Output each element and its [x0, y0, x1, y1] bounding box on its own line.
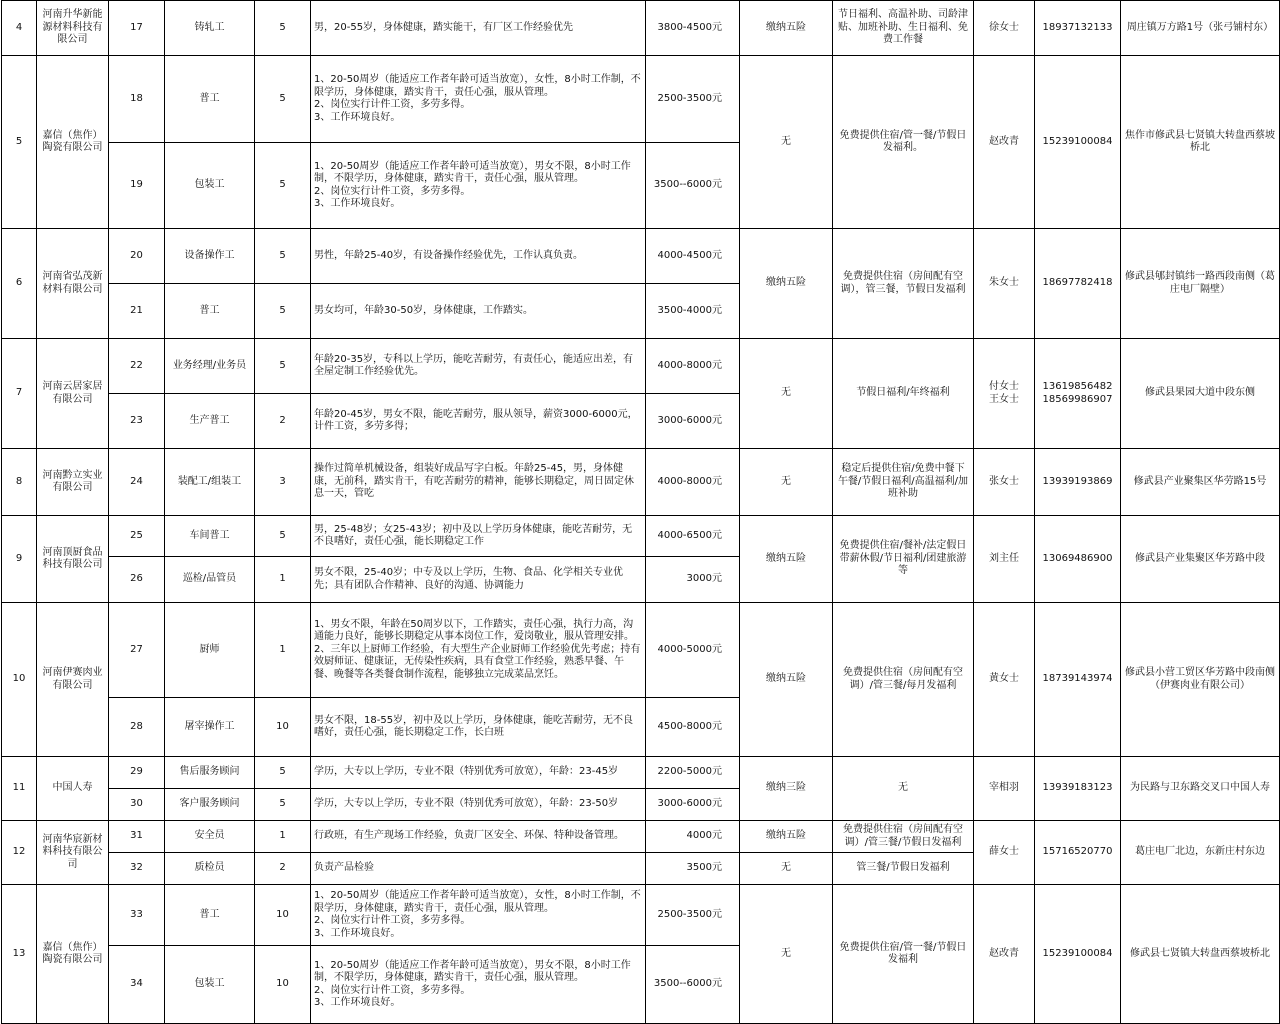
contact-person: 赵改青	[974, 885, 1035, 1024]
job-headcount: 5	[255, 1, 311, 56]
company-address: 修武县七贤镇大转盘西蔡坡桥北	[1121, 885, 1280, 1024]
benefits: 无	[833, 757, 974, 821]
job-title: 质检员	[165, 853, 255, 885]
contact-person: 赵改青	[974, 56, 1035, 229]
job-title: 屠宰操作工	[165, 698, 255, 757]
company-index: 10	[2, 603, 37, 757]
job-id: 31	[109, 821, 165, 853]
job-headcount: 5	[255, 56, 311, 143]
contact-phone: 18739143974	[1035, 603, 1121, 757]
job-requirements: 男女不限，25-40岁；中专及以上学历，生物、食品、化学相关专业优先；具有团队合作精神、良好的沟通、协调能力	[311, 557, 646, 603]
company-index: 13	[2, 885, 37, 1024]
job-title: 铸轧工	[165, 1, 255, 56]
job-title: 车间普工	[165, 516, 255, 557]
job-requirements: 行政班，有生产现场工作经验，负责厂区安全、环保、特种设备管理。	[311, 821, 646, 853]
company-name: 嘉信（焦作）陶瓷有限公司	[37, 56, 109, 229]
contact-phone: 15239100084	[1035, 56, 1121, 229]
benefits: 免费提供住宿（房间配有空调）/管三餐/节假日发福利	[833, 821, 974, 853]
job-headcount: 5	[255, 516, 311, 557]
job-id: 34	[109, 946, 165, 1024]
job-salary: 2200-5000元	[646, 757, 740, 789]
contact-phone: 13069486900	[1035, 516, 1121, 603]
job-headcount: 10	[255, 885, 311, 946]
table-row	[2, 56, 1280, 143]
job-title: 生产普工	[165, 394, 255, 449]
job-salary: 3500--6000元	[646, 946, 740, 1024]
job-title: 安全员	[165, 821, 255, 853]
job-requirements: 男性，年龄25-40岁，有设备操作经验优先，工作认真负责。	[311, 229, 646, 284]
company-index: 5	[2, 56, 37, 229]
job-headcount: 10	[255, 946, 311, 1024]
job-salary: 4000-5000元	[646, 603, 740, 698]
social-insurance: 缴纳五险	[740, 821, 833, 853]
company-address: 修武县果园大道中段东侧	[1121, 339, 1280, 449]
company-index: 11	[2, 757, 37, 821]
contact-person: 宰相羽	[974, 757, 1035, 821]
job-requirements: 年龄20-35岁，专科以上学历，能吃苦耐劳，有责任心，能适应出差，有全屋定制工作经验优先。	[311, 339, 646, 394]
social-insurance: 无	[740, 885, 833, 1024]
social-insurance: 缴纳五险	[740, 229, 833, 339]
contact-person: 朱女士	[974, 229, 1035, 339]
job-headcount: 5	[255, 339, 311, 394]
job-headcount: 5	[255, 789, 311, 821]
job-requirements: 男女均可，年龄30-50岁，身体健康，工作踏实。	[311, 284, 646, 339]
social-insurance: 缴纳五险	[740, 1, 833, 56]
social-insurance: 缴纳三险	[740, 757, 833, 821]
job-headcount: 5	[255, 143, 311, 229]
job-title: 装配工/组装工	[165, 449, 255, 516]
benefits: 免费提供住宿/管一餐/节假日发福利。	[833, 56, 974, 229]
job-id: 23	[109, 394, 165, 449]
benefits: 节假日福利/年终福利	[833, 339, 974, 449]
job-id: 27	[109, 603, 165, 698]
job-salary: 4000-4500元	[646, 229, 740, 284]
job-title: 包装工	[165, 946, 255, 1024]
table-row	[2, 757, 1280, 789]
company-name: 河南黔立实业有限公司	[37, 449, 109, 516]
contact-phone: 18697782418	[1035, 229, 1121, 339]
job-headcount: 2	[255, 394, 311, 449]
company-address: 为民路与卫东路交叉口中国人寿	[1121, 757, 1280, 821]
job-id: 26	[109, 557, 165, 603]
job-title: 厨师	[165, 603, 255, 698]
benefits: 管三餐/节假日发福利	[833, 853, 974, 885]
job-id: 32	[109, 853, 165, 885]
job-headcount: 1	[255, 557, 311, 603]
job-salary: 3500-4000元	[646, 284, 740, 339]
job-id: 21	[109, 284, 165, 339]
table-row	[2, 885, 1280, 946]
job-salary: 3000-6000元	[646, 394, 740, 449]
benefits: 免费提供住宿/管一餐/节假日发福利	[833, 885, 974, 1024]
job-requirements: 负责产品检验	[311, 853, 646, 885]
contact-phone: 13939193869	[1035, 449, 1121, 516]
table-row	[2, 516, 1280, 557]
company-name: 河南伊赛肉业有限公司	[37, 603, 109, 757]
job-title: 普工	[165, 284, 255, 339]
company-index: 6	[2, 229, 37, 339]
job-salary: 4000元	[646, 821, 740, 853]
job-salary: 3000-6000元	[646, 789, 740, 821]
job-requirements: 1、男女不限，年龄在50周岁以下，工作踏实，责任心强，执行力高，沟通能力良好，能够长期稳定从事本岗位工作，爱岗敬业，服从管理安排。 2、三年以上厨师工作经验，有大型生产企业厨师工作经验优先考虑；持有效厨师证、健康证，无传染性疾病，具有食堂工作经验，熟悉早餐、午餐、晚餐等各类餐食制作流程，能够独立完成菜品烹饪。	[311, 603, 646, 698]
company-address: 修武县产业集聚区华芳路中段	[1121, 516, 1280, 603]
table-row	[2, 821, 1280, 853]
job-id: 17	[109, 1, 165, 56]
benefits: 免费提供住宿/餐补/法定假日带薪休假/节日福利/团建旅游等	[833, 516, 974, 603]
social-insurance: 无	[740, 449, 833, 516]
job-salary: 4500-8000元	[646, 698, 740, 757]
social-insurance: 缴纳五险	[740, 516, 833, 603]
table-row	[2, 339, 1280, 394]
table-row	[2, 1, 1280, 56]
job-salary: 3500元	[646, 853, 740, 885]
job-requirements: 1、20-50周岁（能适应工作者年龄可适当放宽），男女不限，8小时工作制，不限学历，身体健康，踏实肯干，责任心强，服从管理。 2、岗位实行计件工资，多劳多得。 3、工作环境良好。	[311, 946, 646, 1024]
contact-phone: 15239100084	[1035, 885, 1121, 1024]
company-address: 修武县小营工贸区华芳路中段南侧（伊赛肉业有限公司）	[1121, 603, 1280, 757]
job-salary: 4000-6500元	[646, 516, 740, 557]
job-title: 客户服务顾问	[165, 789, 255, 821]
job-headcount: 1	[255, 821, 311, 853]
job-requirements: 1、20-50周岁（能适应工作者年龄可适当放宽），女性，8小时工作制，不限学历，身体健康，踏实肯干，责任心强，服从管理。 2、岗位实行计件工资，多劳多得。 3、工作环境良好。	[311, 56, 646, 143]
job-id: 24	[109, 449, 165, 516]
company-name: 河南升华新能源材料科技有限公司	[37, 1, 109, 56]
job-salary: 2500-3500元	[646, 56, 740, 143]
contact-person: 黄女士	[974, 603, 1035, 757]
job-id: 25	[109, 516, 165, 557]
job-id: 20	[109, 229, 165, 284]
social-insurance: 无	[740, 853, 833, 885]
job-title: 包装工	[165, 143, 255, 229]
job-title: 巡检/品管员	[165, 557, 255, 603]
job-salary: 4000-8000元	[646, 449, 740, 516]
contact-phone: 15716520770	[1035, 821, 1121, 885]
company-name: 中国人寿	[37, 757, 109, 821]
job-id: 28	[109, 698, 165, 757]
job-id: 22	[109, 339, 165, 394]
job-salary: 3500--6000元	[646, 143, 740, 229]
company-address: 周庄镇万方路1号（张弓铺村东）	[1121, 1, 1280, 56]
contact-person: 薛女士	[974, 821, 1035, 885]
social-insurance: 无	[740, 56, 833, 229]
job-id: 29	[109, 757, 165, 789]
job-headcount: 5	[255, 284, 311, 339]
contact-person: 徐女士	[974, 1, 1035, 56]
contact-phone: 13619856482 18569986907	[1035, 339, 1121, 449]
contact-person: 张女士	[974, 449, 1035, 516]
social-insurance: 缴纳五险	[740, 603, 833, 757]
company-name: 河南云居家居有限公司	[37, 339, 109, 449]
job-title: 售后服务顾问	[165, 757, 255, 789]
job-id: 19	[109, 143, 165, 229]
company-name: 河南华宸新材料科技有限公司	[37, 821, 109, 885]
company-address: 葛庄电厂北边，东新庄村东边	[1121, 821, 1280, 885]
job-requirements: 年龄20-45岁，男女不限，能吃苦耐劳，服从领导，薪资3000-6000元，计件工资，多劳多得；	[311, 394, 646, 449]
benefits: 稳定后提供住宿/免费中餐下午餐/节假日福利/高温福利/加班补助	[833, 449, 974, 516]
job-title: 业务经理/业务员	[165, 339, 255, 394]
company-address: 修武县郇封镇纬一路西段南侧（葛庄电厂隔壁）	[1121, 229, 1280, 339]
job-title: 普工	[165, 56, 255, 143]
job-requirements: 学历，大专以上学历，专业不限（特别优秀可放宽），年龄：23-50岁	[311, 789, 646, 821]
contact-phone: 13939183123	[1035, 757, 1121, 821]
table-row	[2, 449, 1280, 516]
job-salary: 3800-4500元	[646, 1, 740, 56]
benefits: 节日福利、高温补助、司龄津贴、加班补助、生日福利、免费工作餐	[833, 1, 974, 56]
company-index: 7	[2, 339, 37, 449]
company-index: 8	[2, 449, 37, 516]
table-row	[2, 603, 1280, 698]
job-title: 设备操作工	[165, 229, 255, 284]
job-requirements: 操作过简单机械设备，组装好成品写字白板。年龄25-45，男，身体健康，无前科，踏实肯干，有吃苦耐劳的精神，能够长期稳定，周日固定休息一天，管吃	[311, 449, 646, 516]
job-headcount: 3	[255, 449, 311, 516]
job-requirements: 学历，大专以上学历，专业不限（特别优秀可放宽），年龄：23-45岁	[311, 757, 646, 789]
job-listing-table	[1, 0, 1280, 1024]
company-address: 修武县产业聚集区华劳路15号	[1121, 449, 1280, 516]
job-headcount: 2	[255, 853, 311, 885]
job-requirements: 男，25-48岁；女25-43岁；初中及以上学历身体健康，能吃苦耐劳，无不良嗜好，责任心强，能长期稳定工作	[311, 516, 646, 557]
job-requirements: 男女不限，18-55岁，初中及以上学历，身体健康，能吃苦耐劳，无不良嗜好，责任心强，能长期稳定工作，长白班	[311, 698, 646, 757]
job-salary: 3000元	[646, 557, 740, 603]
contact-person: 刘主任	[974, 516, 1035, 603]
job-headcount: 5	[255, 757, 311, 789]
table-row	[2, 229, 1280, 284]
company-name: 嘉信（焦作）陶瓷有限公司	[37, 885, 109, 1024]
job-id: 33	[109, 885, 165, 946]
company-index: 4	[2, 1, 37, 56]
contact-phone: 18937132133	[1035, 1, 1121, 56]
company-address: 焦作市修武县七贤镇大转盘西蔡坡桥北	[1121, 56, 1280, 229]
benefits: 免费提供住宿（房间配有空调），管三餐，节假日发福利	[833, 229, 974, 339]
job-title: 普工	[165, 885, 255, 946]
job-headcount: 5	[255, 229, 311, 284]
job-id: 30	[109, 789, 165, 821]
company-name: 河南省弘茂新材料有限公司	[37, 229, 109, 339]
company-index: 9	[2, 516, 37, 603]
benefits: 免费提供住宿（房间配有空调）/管三餐/每月发福利	[833, 603, 974, 757]
company-name: 河南顶厨食品科技有限公司	[37, 516, 109, 603]
job-requirements: 男，20-55岁，身体健康，踏实能干，有厂区工作经验优先	[311, 1, 646, 56]
job-salary: 2500-3500元	[646, 885, 740, 946]
job-salary: 4000-8000元	[646, 339, 740, 394]
social-insurance: 无	[740, 339, 833, 449]
job-headcount: 10	[255, 698, 311, 757]
job-requirements: 1、20-50周岁（能适应工作者年龄可适当放宽），男女不限，8小时工作制，不限学历，身体健康，踏实肯干，责任心强，服从管理。 2、岗位实行计件工资，多劳多得。 3、工作环境良好。	[311, 143, 646, 229]
job-id: 18	[109, 56, 165, 143]
job-headcount: 1	[255, 603, 311, 698]
company-index: 12	[2, 821, 37, 885]
job-requirements: 1、20-50周岁（能适应工作者年龄可适当放宽），女性，8小时工作制，不限学历，身体健康，踏实肯干，责任心强，服从管理。 2、岗位实行计件工资，多劳多得。 3、工作环境良好。	[311, 885, 646, 946]
contact-person: 付女士 王女士	[974, 339, 1035, 449]
